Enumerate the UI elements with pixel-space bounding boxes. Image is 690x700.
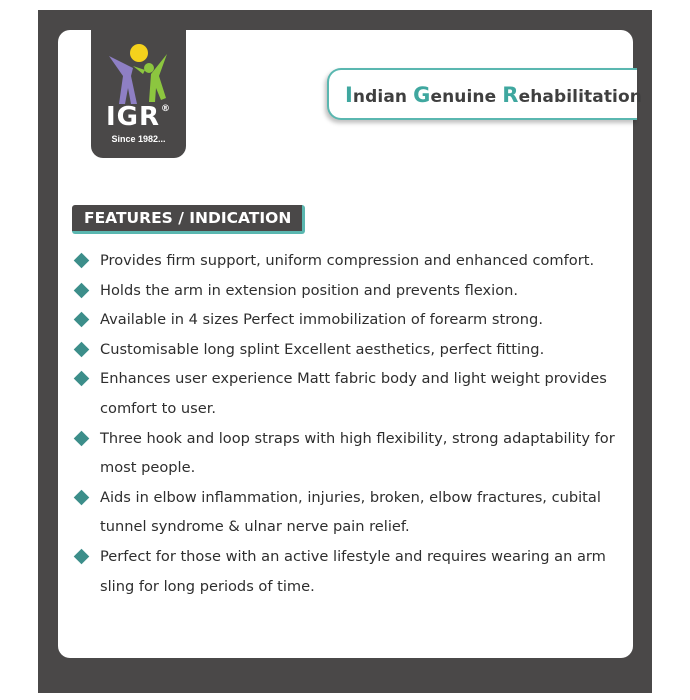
- logo-tagline: Since 1982...: [111, 134, 166, 144]
- list-item: [72, 246, 620, 276]
- feature-list: [72, 246, 620, 601]
- diamond-bullet-icon: [74, 371, 90, 387]
- people-celebrating-icon: [103, 40, 173, 110]
- list-item: [72, 483, 620, 542]
- brand-initial: R: [502, 83, 519, 107]
- list-item: [72, 542, 620, 601]
- feature-text: Perfect for those with an active lifestyle and requires wearing an arm sling for long periods of time.: [100, 547, 606, 595]
- feature-text: Three hook and loop straps with high flexibility, strong adaptability for most people.: [100, 429, 615, 477]
- feature-text: Available in 4 sizes Perfect immobilization of forearm strong.: [100, 311, 543, 329]
- diamond-bullet-icon: [74, 430, 90, 446]
- list-item: [72, 305, 620, 335]
- diamond-bullet-icon: [74, 489, 90, 505]
- brand-word-rest: ndian: [352, 87, 414, 107]
- list-item: [72, 424, 620, 483]
- list-item: [72, 276, 620, 306]
- section-title: FEATURES / INDICATION: [84, 209, 292, 227]
- brand-word-rest: ehabilitation: [518, 87, 642, 107]
- brand-word-rest: enuine: [430, 87, 503, 107]
- logo-wordmark: IGR®: [105, 102, 172, 132]
- diamond-bullet-icon: [74, 253, 90, 269]
- brand-initial: I: [345, 83, 353, 107]
- feature-text: Holds the arm in extension position and prevents flexion.: [100, 281, 519, 299]
- logo-badge: [91, 30, 186, 158]
- list-item: [72, 335, 620, 365]
- list-item: [72, 364, 620, 423]
- diamond-bullet-icon: [74, 342, 90, 358]
- feature-text: Enhances user experience Matt fabric body and light weight provides comfort to user.: [100, 370, 607, 417]
- brand-name: [345, 83, 642, 107]
- section-header: [72, 205, 305, 234]
- feature-text: Provides firm support, uniform compression and enhanced comfort.: [100, 252, 595, 269]
- diamond-bullet-icon: [74, 549, 90, 565]
- brand-initial: G: [413, 83, 431, 107]
- brand-name-banner: [327, 68, 642, 120]
- diamond-bullet-icon: [74, 282, 90, 298]
- feature-text: Customisable long splint Excellent aesthetics, perfect fitting.: [100, 340, 545, 358]
- diamond-bullet-icon: [74, 312, 90, 328]
- feature-text: Aids in elbow inflammation, injuries, broken, elbow fractures, cubital tunnel syndrome & ulnar nerve pain relief.: [100, 488, 601, 536]
